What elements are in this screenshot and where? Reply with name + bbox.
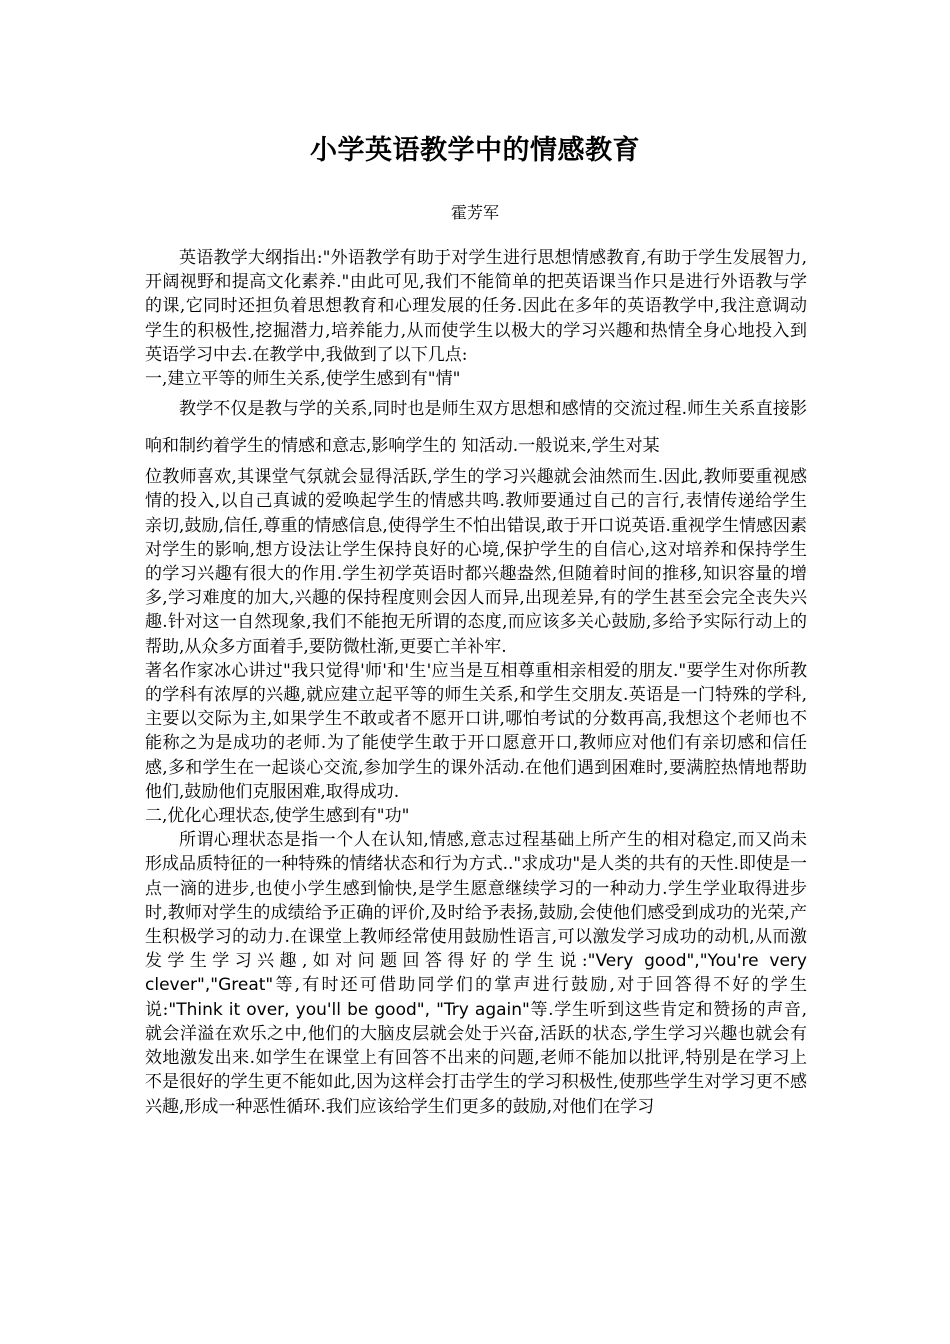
document-title: 小学英语教学中的情感教育 xyxy=(310,135,640,166)
author-name: 霍芳军 xyxy=(450,203,499,222)
section-heading-2: 二,优化心理状态,使学生感到有"功" xyxy=(145,806,410,827)
section-heading-1: 一,建立平等的师生关系,使学生感到有"情" xyxy=(145,369,461,390)
paragraph-section1-opening: 教学不仅是教与学的关系,同时也是师生双方思想和感情的交流过程.师生关系直接影响和制约着学生的情感和意志,影响学生的 知活动.一般说来,学生对某 xyxy=(145,399,807,457)
paragraph-section2 xyxy=(145,828,807,1118)
paragraph-section1-continued: 位教师喜欢,其课堂气氛就会显得活跃,学生的学习兴趣就会油然而生.因此,教师要重视感情的投入,以自己真诚的爱唤起学生的情感共鸣.教师要通过自己的言行,表情传递给学生亲切,鼓励,信任,尊重的情感信息,使得学生不怕出错误,敢于开口说英语.重视学生情感因素对学生的影响,想方设法让学生保持良好的心境,保护学生的自信心,这对培养和保持学生的学习兴趣有很大的作用.学生初学英语时都兴趣盎然,但随着时间的推移,知识容量的增多,学习难度的加大,兴趣的保持程度则会因人而异,出现差异,有的学生甚至会完全丧失兴趣.针对这一自然现象,我们不能抱无所谓的态度,而应该多关心鼓励,多给予实际行动上的帮助,从众多方面着手,要防微杜渐,更要亡羊补牢. xyxy=(145,467,807,657)
paragraph-intro: 英语教学大纲指出:"外语教学有助于对学生进行思想情感教育,有助于学生发展智力,开阔视野和提高文化素养."由此可见,我们不能简单的把英语课当作只是进行外语教与学的课,它同时还担负着思想教育和心理发展的任务.因此在多年的英语教学中,我注意调动学生的积极性,挖掘潜力,培养能力,从而使学生以极大的学习兴趣和热情全身心地投入到英语学习中去.在教学中,我做到了以下几点: xyxy=(145,248,807,365)
paragraph-section2-part2: 等,有时还可借助同学们的掌声进行鼓励,对于回答得不好的学生说: xyxy=(145,975,807,1020)
english-encouragement-phrases: "Think it over, you'll be good", "Try again" xyxy=(168,999,530,1020)
english-praise-phrases: "Very good","You're very clever","Great" xyxy=(145,951,807,996)
paragraph-section2-part1: 所谓心理状态是指一个人在认知,情感,意志过程基础上所产生的相对稳定,而又尚未形成品质特征的一种特殊的情绪状态和行为方式.."求成功"是人类的共有的天性.即使是一点一滴的进步,也使小学生感到愉快,是学生愿意继续学习的一种动力.学生学业取得进步时,教师对学生的成绩给予正确的评价,及时给予表扬,鼓励,会使他们感受到成功的光荣,产生积极学习的动力.在课堂上教师经常使用鼓励性语言,可以激发学习成功的动机,从而激发学生学习兴趣,如对问题回答得好的学生说: xyxy=(145,830,807,972)
paragraph-section2-part3: 等.学生听到这些肯定和赞扬的声音,就会洋溢在欢乐之中,他们的大脑皮层就会处于兴奋,活跃的状态,学生学习兴趣也就会有效地激发出来.如学生在课堂上有回答不出来的问题,老师不能加以批评,特别是在学习上不是很好的学生更不能如此,因为这样会打击学生的学习积极性,使那些学生对学习更不感兴趣,形成一种恶性循环.我们应该给学生们更多的鼓励,对他们在学习 xyxy=(145,999,807,1117)
paragraph-bingxin-quote: 著名作家冰心讲过"我只觉得'师'和'生'应当是互相尊重相亲相爱的朋友."要学生对你所教的学科有浓厚的兴趣,就应建立起平等的师生关系,和学生交朋友.英语是一门特殊的学科,主要以交际为主,如果学生不敢或者不愿开口讲,哪怕考试的分数再高,我想这个老师也不能称之为是成功的老师.为了能使学生敢于开口愿意开口,教师应对他们有亲切感和信任感,多和学生在一起谈心交流,参加学生的课外活动.在他们遇到困难时,要满腔热情地帮助他们,鼓励他们克服困难,取得成功. xyxy=(145,660,807,802)
document-body xyxy=(145,246,807,1119)
